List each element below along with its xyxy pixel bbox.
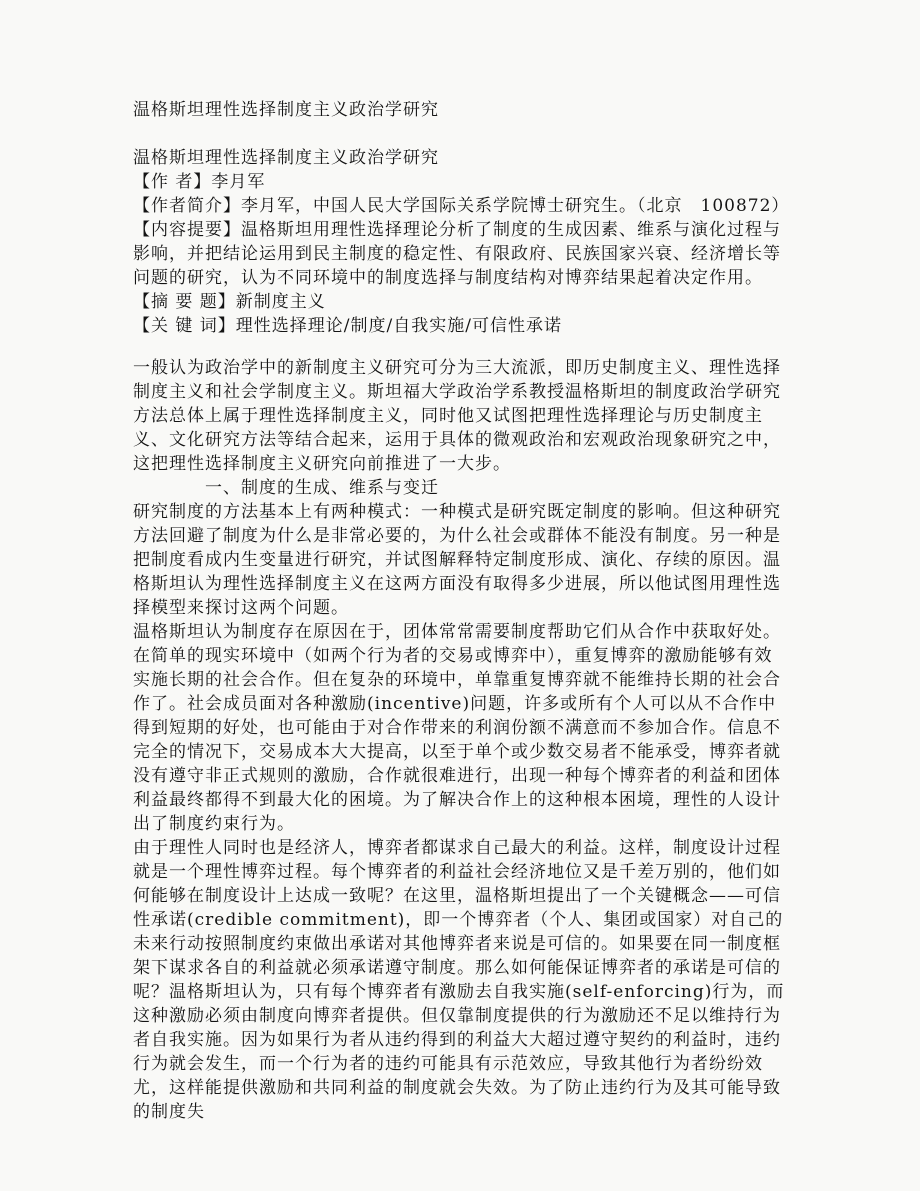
paragraph-3: 由于理性人同时也是经济人，博弈者都谋求自己最大的利益。这样，制度设计过程就是一个理性博弈过程。每个博弈者的利益社会经济地位又是千差万别的，他们如何能够在制度设计上达成一致呢？在这里，温格斯坦提出了一个关键概念——可信性承诺(credible commitment)，即一个博弈者（个人、集团或国家）对自己的未来行动按照制度约束做出承诺对其他博弈者来说是可信的。如果要在同一制度框架下谋求各自的利益就必须承诺遵守制度。那么如何能保证博弈者的承诺是可信的呢？温格斯坦认为，只有每个博弈者有激励去自我实施(self-enforcing)行为，而这种激励必须由制度向博弈者提供。但仅靠制度提供的行为激励还不足以维持行为者自我实施。因为如果行为者从违约得到的利益大大超过遵守契约的利益时，违约行为就会发生，而一个行为者的违约可能具有示范效应，导致其他行为者纷纷效尤，这样能提供激励和共同利益的制度就会失效。为了防止违约行为及其可能导致的制度失 bbox=[133, 838, 785, 1122]
paragraph-intro: 一般认为政治学中的新制度主义研究可分为三大流派，即历史制度主义、理性选择制度主义和社会学制度主义。斯坦福大学政治学系教授温格斯坦的制度政治学研究方法总体上属于理性选择制度主义，同时他又试图把理性选择理论与历史制度主义、文化研究方法等结合起来，运用于具体的微观政治和宏观政治现象研究之中，这把理性选择制度主义研究向前推进了一大步。 bbox=[133, 358, 781, 474]
meta-author-bio: 【作者简介】李月军，中国人民大学国际关系学院博士研究生。（北京 100872） bbox=[133, 196, 790, 216]
meta-keywords: 【关 键 词】理性选择理论/制度/自我实施/可信性承诺 bbox=[133, 316, 562, 336]
meta-author: 【作 者】李月军 bbox=[133, 172, 266, 192]
document-header-title: 温格斯坦理性选择制度主义政治学研究 bbox=[133, 100, 439, 120]
article-title: 温格斯坦理性选择制度主义政治学研究 bbox=[133, 148, 439, 168]
paragraph-2: 温格斯坦认为制度存在原因在于，团体常常需要制度帮助它们从合作中获取好处。在简单的现实环境中（如两个行为者的交易或博弈中），重复博弈的激励能够有效实施长期的社会合作。但在复杂的环境中，单靠重复博弈就不能维持长期的社会合作了。社会成员面对各种激励(incentive)问题，许多或所有个人可以从不合作中得到短期的好处，也可能由于对合作带来的利润份额不满意而不参加合作。信息不完全的情况下，交易成本大大提高，以至于单个或少数交易者不能承受，博弈者就没有遵守非正式规则的激励，合作就很难进行，出现一种每个博弈者的利益和团体利益最终都得不到最大化的困境。为了解决合作上的这种根本困境，理性的人设计出了制度约束行为。 bbox=[133, 622, 781, 834]
meta-topic: 【摘 要 题】新制度主义 bbox=[133, 292, 326, 312]
article-body bbox=[133, 356, 790, 1124]
section-1-heading: 一、制度的生成、维系与变迁 bbox=[205, 478, 439, 498]
meta-abstract: 【内容提要】温格斯坦用理性选择理论分析了制度的生成因素、维系与演化过程与影响，并把结论运用到民主制度的稳定性、有限政府、民族国家兴衰、经济增长等问题的研究，认为不同环境中的制度选择与制度结构对博弈结果起着决定作用。 bbox=[133, 220, 781, 288]
paragraph-1: 研究制度的方法基本上有两种模式：一种模式是研究既定制度的影响。但这种研究方法回避了制度为什么是非常必要的，为什么社会或群体不能没有制度。另一种是把制度看成内生变量进行研究，并试图解释特定制度形成、演化、存续的原因。温格斯坦认为理性选择制度主义在这两方面没有取得多少进展，所以他试图用理性选择模型来探讨这两个问题。 bbox=[133, 502, 781, 618]
